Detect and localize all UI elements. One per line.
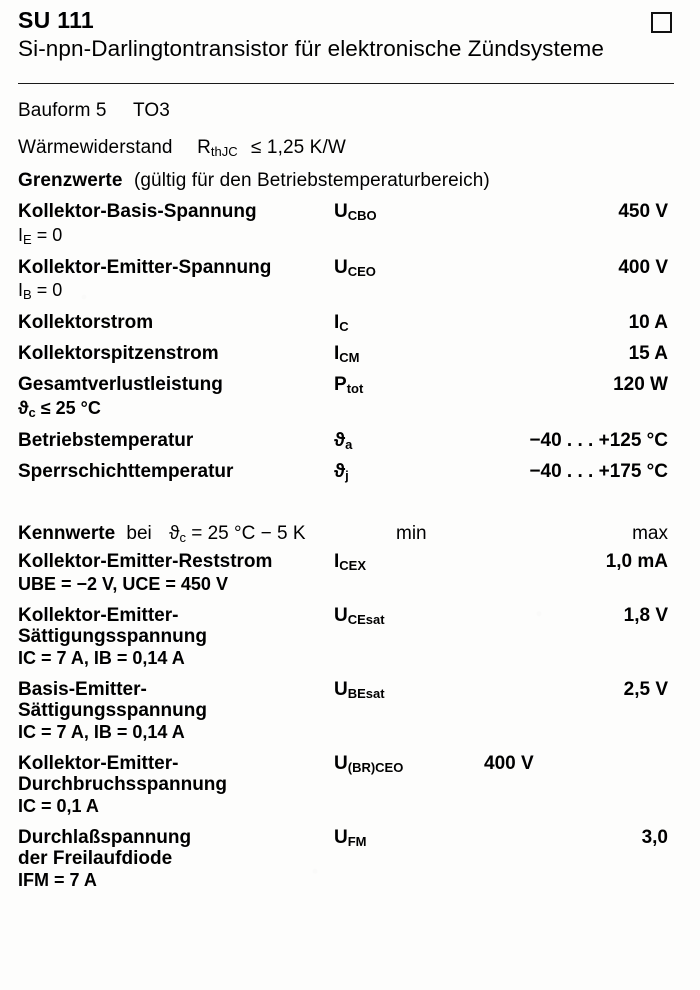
char-row-label: Basis-Emitter- (18, 678, 147, 700)
column-header-max: max (632, 523, 668, 545)
char-row-symbol: U (334, 826, 348, 848)
char-row-label-2: der Freilaufdiode (18, 848, 173, 870)
limits-heading (18, 170, 682, 192)
limits-row-symbol-sub: CM (339, 350, 360, 366)
thermal-resistance-value: ≤ 1,25 K/W (251, 137, 346, 159)
thermal-resistance-symbol: R (197, 137, 211, 159)
char-row-symbol-sub: (BR)CEO (347, 759, 404, 775)
page-title: SU 111 (18, 7, 94, 33)
char-row-max: 1,8 V (623, 604, 668, 626)
char-row-max: 2,5 V (623, 678, 668, 700)
table-row (18, 753, 682, 796)
limits-heading-bold: Grenzwerte (18, 169, 123, 191)
limits-row-value: 450 V (618, 200, 668, 222)
characteristics-heading-bold: Kennwerte (18, 523, 116, 545)
limits-row-label: Kollektor-Emitter-Spannung (18, 256, 272, 278)
table-row (18, 827, 682, 870)
limits-row-value: 120 W (613, 374, 668, 396)
limits-row-value: 15 A (628, 343, 668, 365)
characteristics-heading (18, 523, 682, 545)
char-row-label-2: Durchbruchsspannung (18, 774, 228, 796)
limits-row-label: Gesamtverlustleistung (18, 374, 223, 396)
table-row (18, 374, 682, 397)
limits-row-label: Kollektorstrom (18, 312, 154, 334)
thermal-resistance-label: Wärmewiderstand (18, 137, 173, 159)
char-row-symbol-sub: CEsat (347, 611, 385, 627)
limits-row-symbol: I (334, 312, 340, 334)
limits-row-symbol-sub: a (345, 436, 353, 452)
char-row-condition: UBE = −2 V, UCE = 450 V (18, 574, 228, 595)
limits-row-value: 400 V (618, 256, 668, 278)
limits-row-symbol-sub: CEO (347, 263, 376, 279)
header (18, 8, 682, 33)
char-row-symbol: U (334, 604, 348, 626)
divider (18, 83, 674, 84)
table-row (18, 201, 682, 224)
char-row-max: 3,0 (641, 826, 668, 848)
characteristics-table (18, 551, 682, 890)
char-row-symbol: U (334, 752, 348, 774)
char-row-symbol-sub: FM (347, 833, 367, 849)
limits-row-symbol-sub: j (345, 467, 349, 483)
limits-row-symbol: ϑ (334, 460, 346, 482)
char-row-label-2: Sättigungsspannung (18, 626, 207, 648)
condition-symbol: I (18, 224, 24, 245)
table-row (18, 605, 682, 648)
table-row (18, 343, 682, 366)
char-row-label-2: Sättigungsspannung (18, 700, 207, 722)
limits-row-condition (18, 225, 682, 248)
thermal-resistance-symbol-sub: thJC (210, 144, 238, 160)
char-row-min: 400 V (484, 752, 534, 774)
limits-heading-rest: (gültig für den Betriebstemperaturbereich) (133, 169, 490, 191)
condition-tail: = 0 (31, 280, 63, 301)
condition-tail: ≤ 25 °C (35, 397, 101, 418)
char-row-label: Kollektor-Emitter- (18, 604, 179, 626)
limits-table (18, 201, 682, 483)
limits-row-label: Kollektorspitzenstrom (18, 343, 219, 365)
char-row-condition: IC = 7 A, IB = 0,14 A (18, 648, 185, 669)
char-row-condition: IFM = 7 A (18, 870, 97, 891)
table-row (18, 551, 682, 574)
package-label: Bauform 5 (18, 99, 107, 121)
thermal-resistance-row (18, 137, 682, 159)
package-row (18, 100, 682, 122)
limits-row-condition (18, 398, 682, 421)
table-row (18, 257, 682, 280)
characteristics-heading-rest: bei (126, 523, 152, 545)
char-row-symbol-sub: BEsat (347, 685, 385, 701)
characteristics-cond-tail: = 25 °C − 5 K (185, 523, 306, 545)
limits-row-symbol-sub: tot (346, 381, 364, 397)
limits-row-value: −40 . . . +175 °C (529, 460, 668, 482)
char-row-label: Kollektor-Emitter- (18, 752, 179, 774)
limits-row-label: Betriebstemperatur (18, 429, 194, 451)
limits-row-label: Sperrschichttemperatur (18, 460, 234, 482)
char-row-symbol-sub: CEX (339, 558, 367, 574)
package-value: TO3 (133, 99, 170, 121)
page-subtitle: Si-npn-Darlingtontransistor für elektronische Zündsysteme (18, 36, 604, 62)
char-row-condition: IC = 0,1 A (18, 796, 99, 817)
char-row-condition: IC = 7 A, IB = 0,14 A (18, 722, 185, 743)
limits-row-symbol-sub: CBO (347, 207, 377, 223)
condition-symbol: ϑ (18, 397, 29, 418)
limits-row-symbol: I (334, 343, 340, 365)
condition-symbol: I (18, 280, 24, 301)
limits-row-symbol: P (334, 374, 347, 396)
table-row (18, 679, 682, 722)
condition-symbol-sub: c (28, 404, 36, 420)
limits-row-symbol: ϑ (334, 429, 346, 451)
char-row-symbol: I (334, 551, 340, 573)
condition-symbol-sub: B (23, 287, 32, 303)
char-row-label: Durchlaßspannung (18, 826, 192, 848)
table-row (18, 312, 682, 335)
limits-row-value: 10 A (628, 312, 668, 334)
char-row-label: Kollektor-Emitter-Reststrom (18, 551, 273, 573)
limits-row-symbol: U (334, 200, 348, 222)
table-row (18, 461, 682, 484)
limits-row-label: Kollektor-Basis-Spannung (18, 200, 257, 222)
table-row (18, 430, 682, 453)
limits-row-symbol-sub: C (339, 319, 349, 335)
characteristics-cond-symbol: ϑ (169, 523, 180, 545)
square-outline-icon (651, 12, 672, 33)
limits-row-condition (18, 280, 682, 303)
char-row-symbol: U (334, 678, 348, 700)
char-row-max: 1,0 mA (605, 551, 668, 573)
condition-tail: = 0 (31, 224, 63, 245)
condition-symbol-sub: E (23, 231, 32, 247)
limits-row-value: −40 . . . +125 °C (529, 429, 668, 451)
column-header-min: min (396, 523, 427, 545)
limits-row-symbol: U (334, 256, 348, 278)
characteristics-cond-symbol-sub: c (179, 530, 186, 546)
